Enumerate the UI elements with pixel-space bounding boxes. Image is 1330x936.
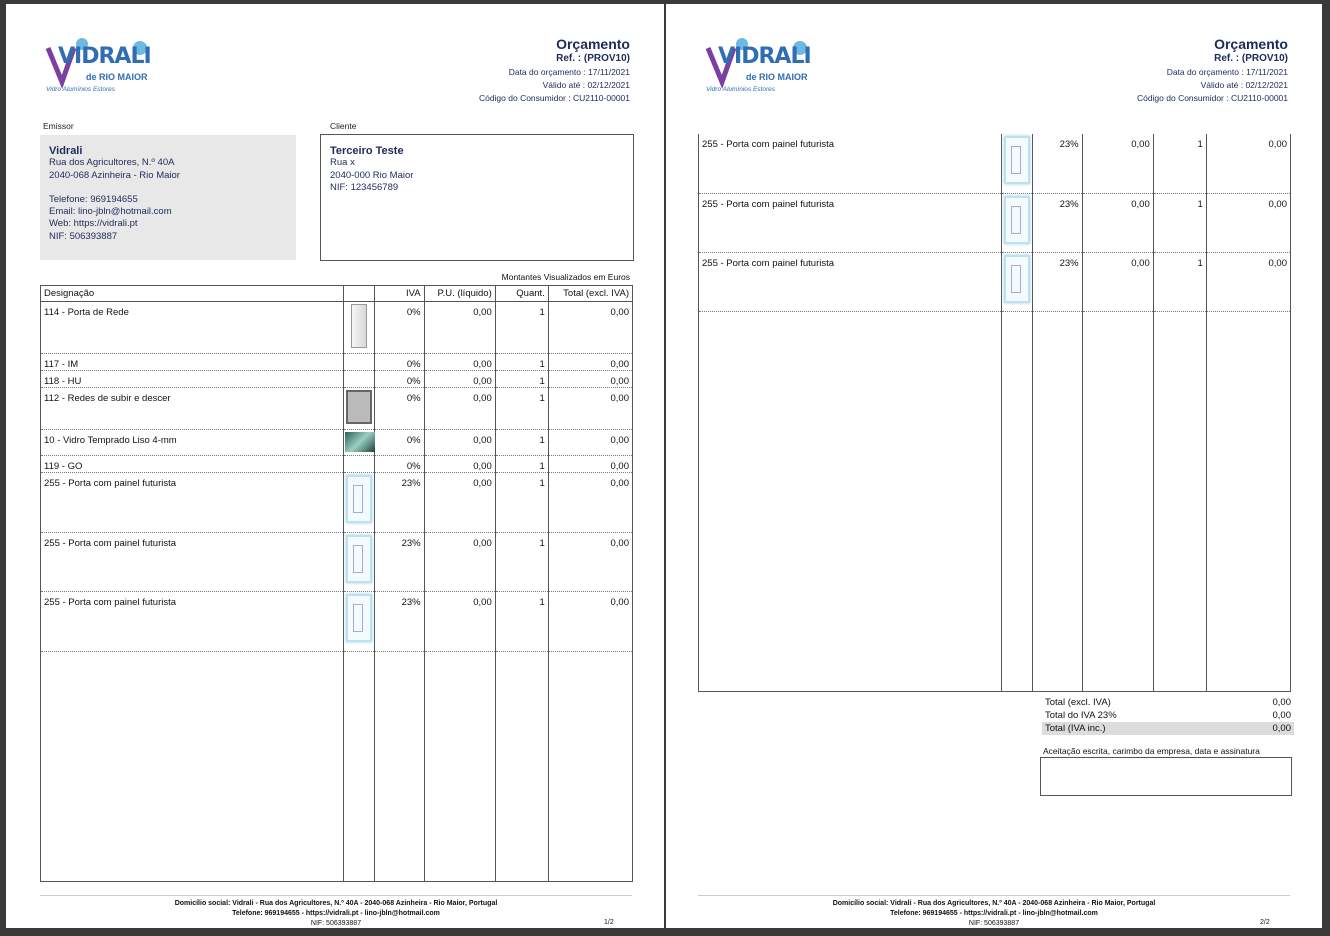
item-quantity: 1	[495, 388, 548, 430]
table-row	[41, 302, 633, 354]
table-header	[41, 286, 633, 302]
item-unit-price: 0,00	[1082, 252, 1153, 311]
cliente-address1: Rua x	[330, 157, 355, 169]
item-quantity: 1	[1153, 193, 1206, 252]
item-unit-price: 0,00	[1082, 134, 1153, 193]
item-iva: 23%	[1032, 193, 1082, 252]
item-unit-price: 0,00	[1082, 193, 1153, 252]
item-designation: 255 - Porta com painel futurista	[699, 252, 1002, 311]
quote-date: Data do orçamento : 17/11/2021	[508, 67, 630, 77]
total-iva-label: Total do IVA 23%	[1045, 710, 1117, 721]
table-filler-row	[41, 652, 633, 882]
logo-sub: de RIO MAIOR	[86, 72, 148, 82]
document-page-2	[666, 4, 1322, 928]
table-row	[41, 456, 633, 473]
cliente-address2: 2040-000 Rio Maior	[330, 169, 414, 181]
item-iva: 23%	[374, 473, 424, 533]
logo-brand: VIDRALI	[58, 44, 151, 69]
cliente-name: Terceiro Teste	[330, 145, 404, 157]
item-thumbnail	[343, 302, 374, 354]
table-row	[699, 193, 1291, 252]
table-row	[699, 252, 1291, 311]
item-thumbnail	[343, 473, 374, 533]
table-row	[41, 473, 633, 533]
currency-note: Montantes Visualizados em Euros	[501, 272, 630, 282]
item-quantity: 1	[495, 354, 548, 371]
cliente-label: Cliente	[330, 121, 357, 131]
total-inc-row	[1042, 722, 1294, 735]
total-iva-row	[1042, 709, 1294, 722]
item-thumbnail	[343, 388, 374, 430]
emissor-box	[40, 135, 296, 260]
quote-ref: Ref. : (PROV10)	[1214, 53, 1288, 64]
item-total: 0,00	[548, 533, 632, 592]
emissor-nif: NIF: 506393887	[49, 230, 118, 242]
col-image	[343, 286, 374, 302]
quote-title: Orçamento	[556, 36, 630, 52]
item-iva: 23%	[374, 592, 424, 652]
quote-date: Data do orçamento : 17/11/2021	[1166, 67, 1288, 77]
item-thumbnail	[1001, 252, 1032, 311]
item-designation: 255 - Porta com painel futurista	[41, 592, 344, 652]
company-logo	[44, 36, 154, 106]
panel-door-icon	[1004, 196, 1030, 244]
panel-door-icon	[1004, 136, 1030, 184]
item-thumbnail	[1001, 134, 1032, 193]
item-total: 0,00	[548, 302, 632, 354]
item-iva: 0%	[374, 371, 424, 388]
item-designation: 117 - IM	[41, 354, 344, 371]
table-row	[41, 371, 633, 388]
item-iva: 0%	[374, 302, 424, 354]
consumer-code: Código do Consumidor : CU2110-00001	[478, 93, 630, 103]
table-filler-row	[699, 311, 1291, 691]
item-unit-price: 0,00	[424, 473, 495, 533]
item-thumbnail	[343, 456, 374, 473]
item-quantity: 1	[1153, 252, 1206, 311]
document-page-1	[6, 4, 664, 928]
item-iva: 23%	[1032, 134, 1082, 193]
item-thumbnail	[1001, 193, 1032, 252]
consumer-code: Código do Consumidor : CU2110-00001	[1136, 93, 1288, 103]
item-unit-price: 0,00	[424, 456, 495, 473]
footer-nif: NIF: 506393887	[968, 920, 1020, 927]
item-designation: 114 - Porta de Rede	[41, 302, 344, 354]
totals-block	[1042, 696, 1294, 735]
table-row	[41, 533, 633, 592]
item-quantity: 1	[495, 430, 548, 456]
item-quantity: 1	[1153, 134, 1206, 193]
item-unit-price: 0,00	[424, 430, 495, 456]
table-row	[41, 354, 633, 371]
col-total: Total (excl. IVA)	[548, 286, 632, 302]
item-quantity: 1	[495, 371, 548, 388]
item-total: 0,00	[548, 592, 632, 652]
company-logo	[704, 36, 814, 106]
screen-icon	[346, 390, 372, 424]
total-inc-label: Total (IVA inc.)	[1045, 723, 1106, 734]
item-unit-price: 0,00	[424, 371, 495, 388]
item-total: 0,00	[1206, 252, 1290, 311]
item-quantity: 1	[495, 302, 548, 354]
total-excl-row	[1042, 696, 1294, 709]
page-number: 1/2	[604, 919, 614, 926]
acceptance-label: Aceitação escrita, carimbo da empresa, data e assinatura	[1043, 746, 1260, 756]
item-designation: 10 - Vidro Temprado Liso 4-mm	[41, 430, 344, 456]
glass-icon	[345, 432, 375, 452]
table-row	[41, 388, 633, 430]
item-unit-price: 0,00	[424, 592, 495, 652]
item-total: 0,00	[548, 371, 632, 388]
item-unit-price: 0,00	[424, 388, 495, 430]
quote-valid: Válido até : 02/12/2021	[542, 80, 630, 90]
item-unit-price: 0,00	[424, 302, 495, 354]
col-designacao: Designação	[41, 286, 344, 302]
table-row	[41, 430, 633, 456]
item-designation: 118 - HU	[41, 371, 344, 388]
item-quantity: 1	[495, 533, 548, 592]
item-quantity: 1	[495, 592, 548, 652]
quote-ref: Ref. : (PROV10)	[556, 53, 630, 64]
item-designation: 255 - Porta com painel futurista	[699, 134, 1002, 193]
logo-brand: VIDRALI	[718, 44, 811, 69]
emissor-web: Web: https://vidrali.pt	[49, 218, 138, 230]
item-designation: 255 - Porta com painel futurista	[41, 473, 344, 533]
item-total: 0,00	[548, 473, 632, 533]
item-iva: 0%	[374, 456, 424, 473]
items-table	[40, 285, 633, 882]
item-designation: 255 - Porta com painel futurista	[699, 193, 1002, 252]
item-quantity: 1	[495, 473, 548, 533]
footer-nif: NIF: 506393887	[310, 920, 362, 927]
item-thumbnail	[343, 430, 374, 456]
item-iva: 0%	[374, 354, 424, 371]
item-unit-price: 0,00	[424, 354, 495, 371]
item-designation: 112 - Redes de subir e descer	[41, 388, 344, 430]
table-row	[699, 134, 1291, 193]
panel-door-icon	[1004, 255, 1030, 303]
page-footer	[698, 895, 1290, 929]
footer-line2: Telefone: 969194655 - https://vidrali.pt - lino-jbln@hotmail.com	[890, 910, 1098, 917]
emissor-label: Emissor	[43, 121, 74, 131]
item-designation: 119 - GO	[41, 456, 344, 473]
item-total: 0,00	[1206, 134, 1290, 193]
item-total: 0,00	[548, 388, 632, 430]
total-inc-value: 0,00	[1272, 723, 1291, 734]
door-icon	[351, 304, 367, 348]
item-iva: 23%	[374, 533, 424, 592]
item-thumbnail	[343, 533, 374, 592]
item-thumbnail	[343, 592, 374, 652]
emissor-email: Email: lino-jbln@hotmail.com	[49, 206, 172, 218]
quote-header	[479, 36, 630, 103]
panel-door-icon	[346, 594, 372, 642]
page-footer	[40, 895, 632, 929]
item-thumbnail	[343, 371, 374, 388]
emissor-address2: 2040-068 Azinheira - Rio Maior	[49, 169, 180, 181]
logo-tagline: Vidro Alumínios Estores	[46, 86, 116, 93]
item-total: 0,00	[548, 430, 632, 456]
cliente-nif: NIF: 123456789	[330, 181, 399, 193]
cliente-box	[320, 134, 634, 261]
logo-tagline: Vidro Alumínios Estores	[706, 86, 776, 93]
emissor-name: Vidrali	[49, 145, 83, 157]
item-iva: 0%	[374, 388, 424, 430]
item-iva: 0%	[374, 430, 424, 456]
emissor-phone: Telefone: 969194655	[49, 193, 138, 205]
total-excl-value: 0,00	[1272, 697, 1291, 708]
emissor-address1: Rua dos Agricultores, N.º 40A	[49, 157, 175, 169]
logo-sub: de RIO MAIOR	[746, 72, 808, 82]
footer-line2: Telefone: 969194655 - https://vidrali.pt - lino-jbln@hotmail.com	[232, 910, 440, 917]
total-excl-label: Total (excl. IVA)	[1045, 697, 1111, 708]
total-iva-value: 0,00	[1272, 710, 1291, 721]
footer-line1: Domicílio social: Vidrali - Rua dos Agricultores, N.º 40A - 2040-068 Azinheira - Rio Maior, Portugal	[174, 900, 498, 907]
item-thumbnail	[343, 354, 374, 371]
item-designation: 255 - Porta com painel futurista	[41, 533, 344, 592]
col-iva: IVA	[374, 286, 424, 302]
item-total: 0,00	[1206, 193, 1290, 252]
page-number: 2/2	[1260, 919, 1270, 926]
item-total: 0,00	[548, 354, 632, 371]
item-total: 0,00	[548, 456, 632, 473]
item-unit-price: 0,00	[424, 533, 495, 592]
footer-line1: Domicílio social: Vidrali - Rua dos Agricultores, N.º 40A - 2040-068 Azinheira - Rio Maior, Portugal	[832, 900, 1156, 907]
signature-box	[1040, 757, 1292, 796]
col-quant: Quant.	[495, 286, 548, 302]
table-row	[41, 592, 633, 652]
quote-valid: Válido até : 02/12/2021	[1200, 80, 1288, 90]
quote-header	[1137, 36, 1288, 103]
item-quantity: 1	[495, 456, 548, 473]
item-iva: 23%	[1032, 252, 1082, 311]
panel-door-icon	[346, 535, 372, 583]
quote-title: Orçamento	[1214, 36, 1288, 52]
panel-door-icon	[346, 475, 372, 523]
items-table-continued	[698, 134, 1291, 692]
col-pu: P.U. (líquido)	[424, 286, 495, 302]
